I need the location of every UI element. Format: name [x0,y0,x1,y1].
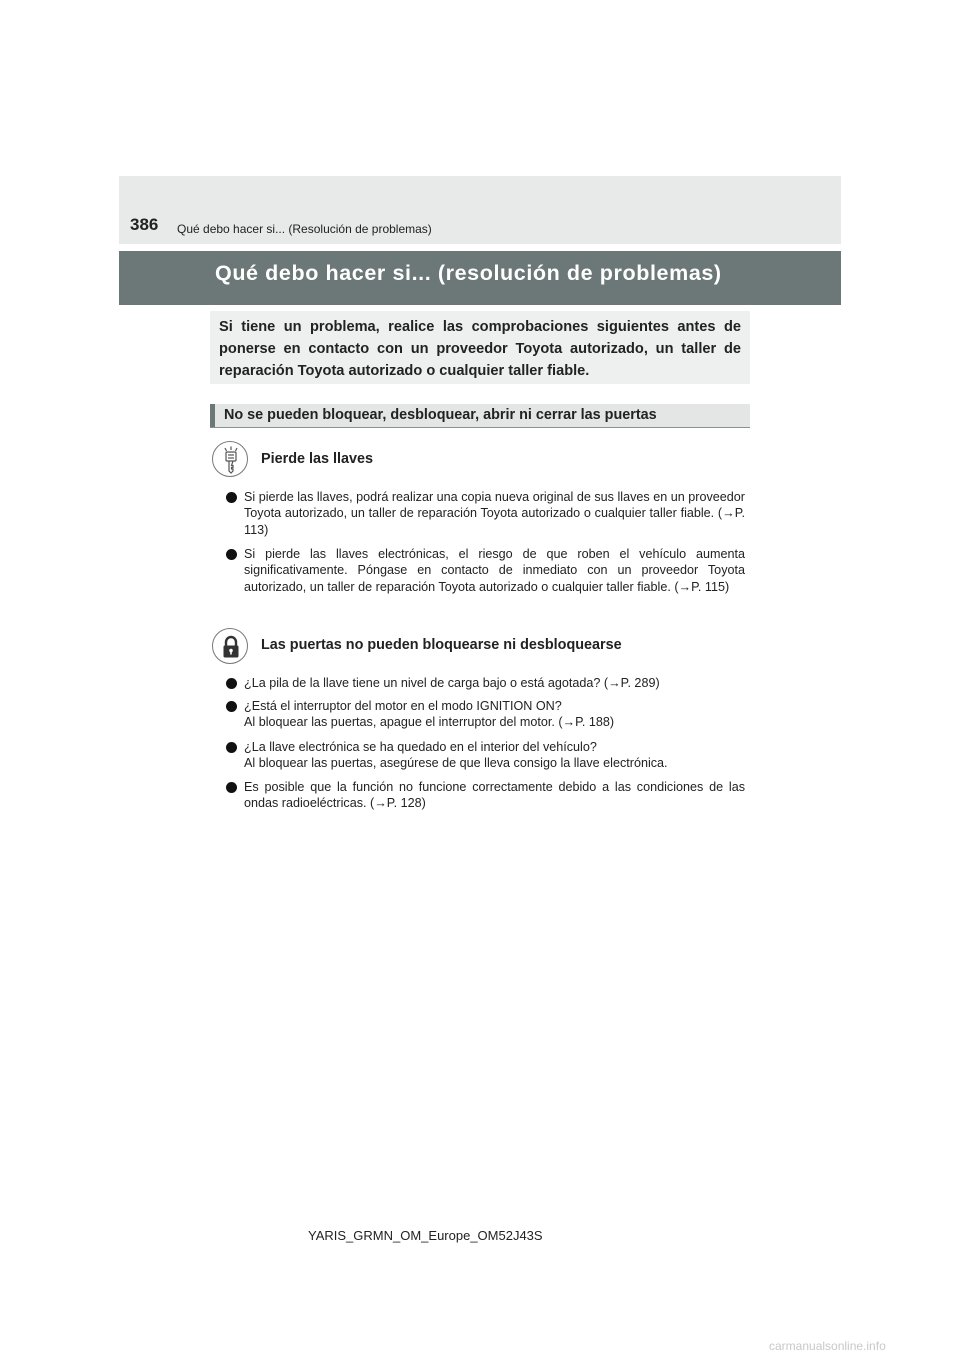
watermark: carmanualsonline.info [769,1339,886,1353]
list-item: ¿La pila de la llave tiene un nivel de carga bajo o está agotada? (→P. 289) [244,676,660,690]
bullet-icon [225,700,239,714]
list-item: Es posible que la función no funcione correctamente debido a las condiciones de las ondas radioeléctricas. (→P. 128) [244,780,745,811]
list-item-question: ¿Está el interruptor del motor en el modo IGNITION ON? [244,699,562,713]
title-bar [119,251,841,305]
list-item-question: ¿La llave electrónica se ha quedado en el interior del vehículo? [244,740,597,754]
list-item: Si pierde las llaves, podrá realizar una copia nueva original de sus llaves en un proveedor Toyota autorizado, un taller de reparación Toyota autorizado o cualquier taller fiable. (→P. 113) [244,490,745,537]
key-icon [212,441,248,477]
intro-box [210,311,750,384]
list-item [244,739,745,772]
list-item [244,698,745,731]
bullet-icon [225,781,239,795]
list-item-note: Al bloquear las puertas, apague el interruptor del motor. (→P. 188) [244,715,615,730]
running-head: Qué debo hacer si... (Resolución de problemas) [177,222,432,236]
bullet-icon [225,548,239,562]
bullet-icon [225,677,239,691]
section-heading-bar [210,404,750,428]
footer-document-code: YARIS_GRMN_OM_Europe_OM52J43S [308,1228,543,1243]
intro-text: Si tiene un problema, realice las comprobaciones siguientes antes de ponerse en contacto con un proveedor Toyota autorizado, un taller de reparación Toyota autorizado o cualquier taller fiable. [219,319,741,379]
bullet-icon [225,491,239,505]
lock-icon [212,628,248,664]
subsection-heading-lost-keys: Pierde las llaves [261,451,374,467]
bullet-icon [225,741,239,755]
list-item-note: Al bloquear las puertas, asegúrese de que lleva consigo la llave electrónica. [244,756,668,771]
list-item: Si pierde las llaves electrónicas, el riesgo de que roben el vehículo aumenta significativamente. Póngase en contacto de inmediato con un proveedor Toyota autorizado, un taller de reparación Toyota autorizado o cualquier taller fiable. (→P. 115) [244,547,745,594]
section-heading: No se pueden bloquear, desbloquear, abrir ni cerrar las puertas [224,407,657,423]
page-number: 386 [130,215,159,234]
page-title: Qué debo hacer si... (resolución de problemas) [215,261,722,285]
subsection-heading-doors: Las puertas no pueden bloquearse ni desbloquearse [261,637,622,653]
